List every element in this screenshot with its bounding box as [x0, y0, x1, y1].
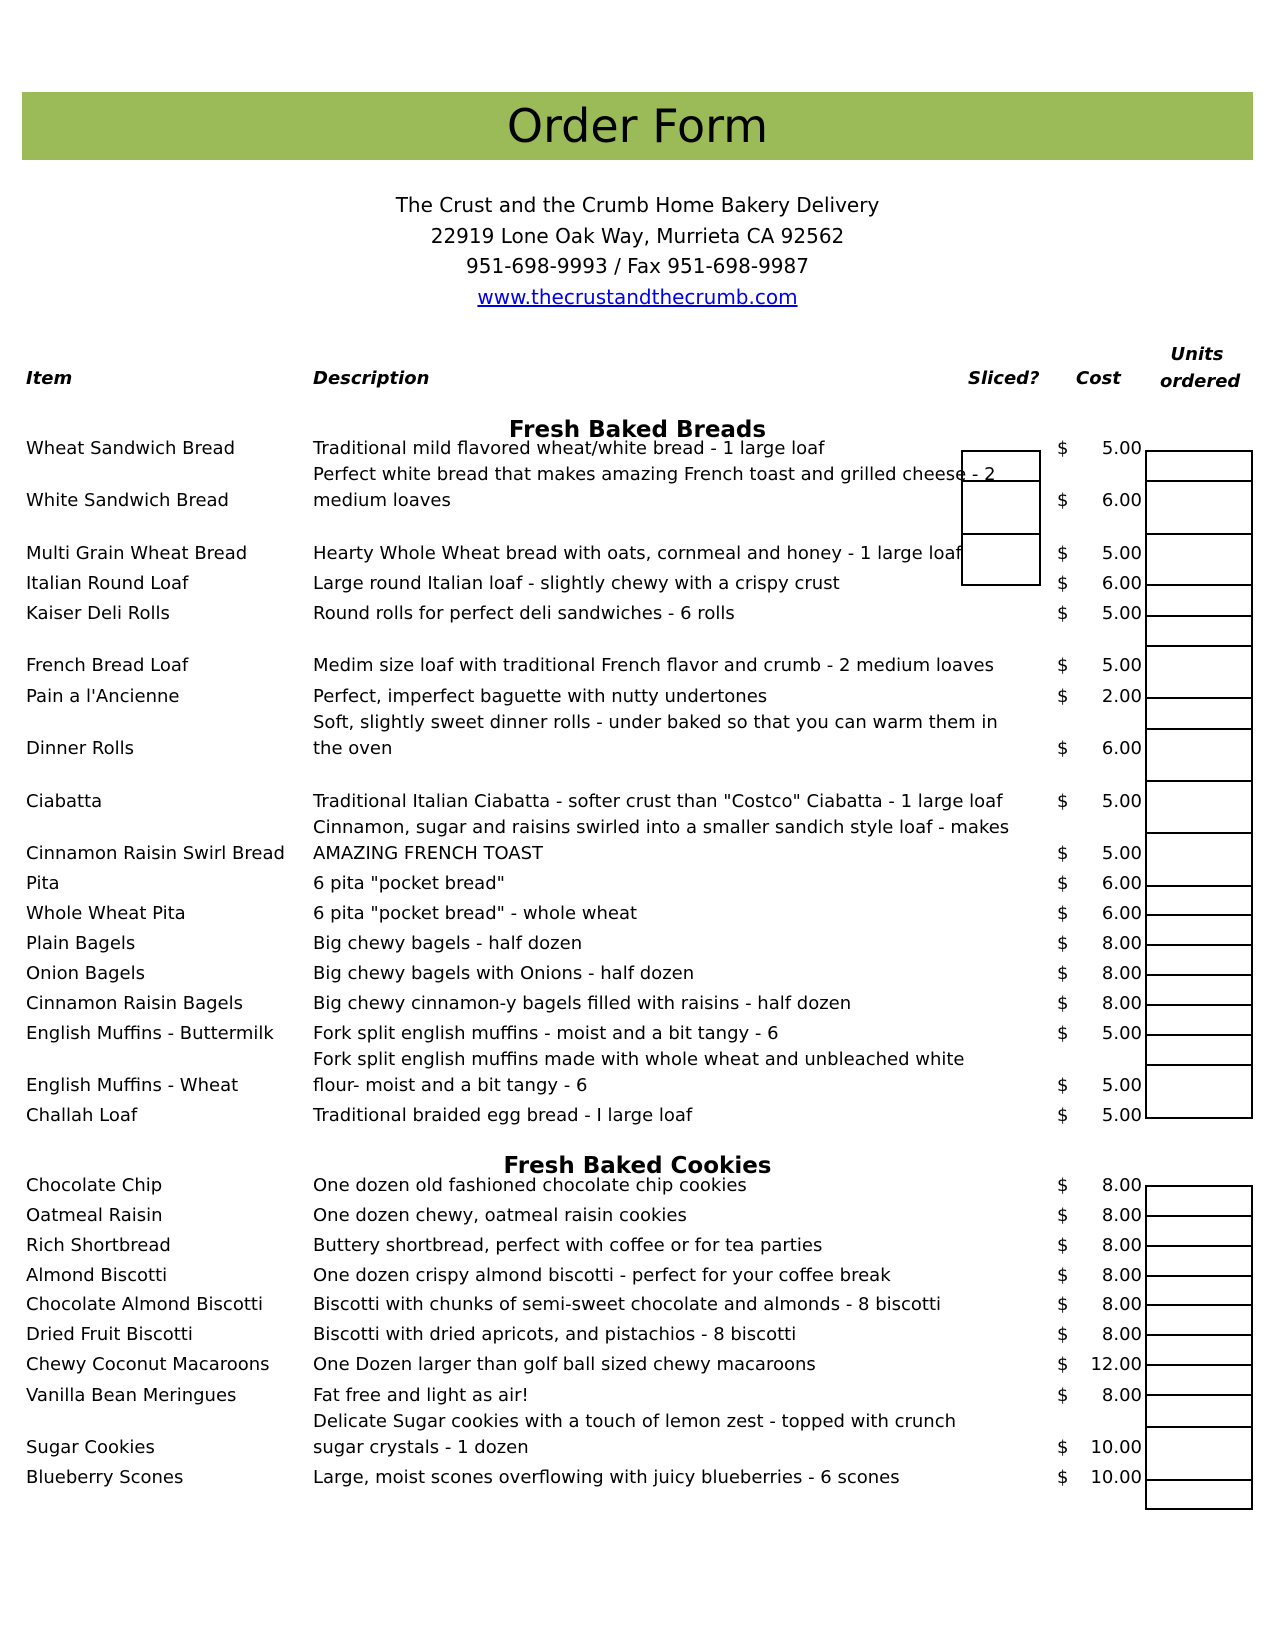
- units-ordered-input[interactable]: [1145, 533, 1253, 586]
- column-header-description: Description: [313, 368, 430, 389]
- currency-symbol: $: [1057, 1235, 1069, 1256]
- units-ordered-input[interactable]: [1145, 832, 1253, 887]
- sliced-checkbox[interactable]: [961, 480, 1041, 535]
- item-cost: 10.00: [1090, 1467, 1142, 1488]
- units-ordered-input[interactable]: [1145, 645, 1253, 699]
- column-header-units: [1160, 341, 1241, 395]
- item-description: Traditional mild flavored wheat/white bread - 1 large loaf: [313, 438, 825, 459]
- item-cost: 6.00: [1101, 573, 1142, 594]
- currency-symbol: $: [1057, 903, 1069, 924]
- item-name: English Muffins - Buttermilk: [26, 1023, 274, 1044]
- units-ordered-input[interactable]: [1145, 615, 1253, 647]
- item-name: Chewy Coconut Macaroons: [26, 1354, 270, 1375]
- item-description: Round rolls for perfect deli sandwiches - 6 rolls: [313, 603, 735, 624]
- units-ordered-input[interactable]: [1145, 1034, 1253, 1066]
- item-name: English Muffins - Wheat: [26, 1075, 239, 1096]
- item-name: Rich Shortbread: [26, 1235, 171, 1256]
- item-name: Plain Bagels: [26, 933, 136, 954]
- units-ordered-input[interactable]: [1145, 1479, 1253, 1510]
- item-name: Dinner Rolls: [26, 738, 134, 759]
- item-description: Hearty Whole Wheat bread with oats, cornmeal and honey - 1 large loaf: [313, 543, 962, 564]
- column-header-sliced: Sliced?: [968, 368, 1040, 389]
- item-description-continued: AMAZING FRENCH TOAST: [313, 843, 544, 864]
- company-address: 22919 Lone Oak Way, Murrieta CA 92562: [430, 223, 845, 248]
- currency-symbol: $: [1057, 603, 1069, 624]
- units-ordered-input[interactable]: [1145, 1215, 1253, 1247]
- units-ordered-input[interactable]: [1145, 885, 1253, 916]
- column-header-item: Item: [26, 368, 73, 389]
- item-description: One Dozen larger than golf ball sized chewy macaroons: [313, 1354, 816, 1375]
- units-ordered-input[interactable]: [1145, 1275, 1253, 1306]
- item-description: Biscotti with chunks of semi-sweet chocolate and almonds - 8 biscotti: [313, 1294, 942, 1315]
- item-cost: 5.00: [1101, 655, 1142, 676]
- item-description: Traditional braided egg bread - I large loaf: [313, 1105, 693, 1126]
- item-name: Blueberry Scones: [26, 1467, 184, 1488]
- currency-symbol: $: [1057, 655, 1069, 676]
- item-description: Biscotti with dried apricots, and pistachios - 8 biscotti: [313, 1324, 797, 1345]
- column-header-units-line1: Units: [1170, 344, 1224, 365]
- item-name: Ciabatta: [26, 791, 103, 812]
- item-description-continued: sugar crystals - 1 dozen: [313, 1437, 529, 1458]
- item-cost: 8.00: [1101, 993, 1142, 1014]
- section-heading-cookies: Fresh Baked Cookies: [503, 1153, 772, 1179]
- item-description: 6 pita "pocket bread" - whole wheat: [313, 903, 638, 924]
- units-ordered-input[interactable]: [1145, 584, 1253, 617]
- item-cost: 5.00: [1101, 1075, 1142, 1096]
- item-description: Big chewy cinnamon-y bagels filled with raisins - half dozen: [313, 993, 852, 1014]
- currency-symbol: $: [1057, 686, 1069, 707]
- units-ordered-input[interactable]: [1145, 914, 1253, 946]
- currency-symbol: $: [1057, 1437, 1069, 1458]
- item-description: Big chewy bagels with Onions - half dozen: [313, 963, 695, 984]
- item-name: Sugar Cookies: [26, 1437, 155, 1458]
- item-description: Delicate Sugar cookies with a touch of lemon zest - topped with crunch: [313, 1411, 957, 1432]
- item-description: Buttery shortbread, perfect with coffee or for tea parties: [313, 1235, 823, 1256]
- page-title: Order Form: [506, 99, 769, 153]
- item-cost: 6.00: [1101, 490, 1142, 511]
- units-ordered-input[interactable]: [1145, 1426, 1253, 1481]
- units-ordered-input[interactable]: [1145, 728, 1253, 782]
- item-name: Dried Fruit Biscotti: [26, 1324, 193, 1345]
- units-ordered-input[interactable]: [1145, 974, 1253, 1006]
- currency-symbol: $: [1057, 1023, 1069, 1044]
- currency-symbol: $: [1057, 490, 1069, 511]
- item-name: Italian Round Loaf: [26, 573, 189, 594]
- section-heading-breads: Fresh Baked Breads: [508, 417, 767, 443]
- item-description: Large, moist scones overflowing with juicy blueberries - 6 scones: [313, 1467, 900, 1488]
- currency-symbol: $: [1057, 963, 1069, 984]
- units-ordered-input[interactable]: [1145, 1185, 1253, 1217]
- item-description: Perfect white bread that makes amazing French toast and grilled cheese - 2: [313, 464, 996, 485]
- item-cost: 8.00: [1101, 933, 1142, 954]
- item-name: French Bread Loaf: [26, 655, 189, 676]
- item-cost: 8.00: [1101, 1265, 1142, 1286]
- item-description: Big chewy bagels - half dozen: [313, 933, 583, 954]
- item-cost: 5.00: [1101, 791, 1142, 812]
- item-description: One dozen crispy almond biscotti - perfect for your coffee break: [313, 1265, 891, 1286]
- currency-symbol: $: [1057, 1294, 1069, 1315]
- item-cost: 5.00: [1101, 1023, 1142, 1044]
- item-name: Pain a l'Ancienne: [26, 686, 180, 707]
- currency-symbol: $: [1057, 1324, 1069, 1345]
- item-cost: 8.00: [1101, 1324, 1142, 1345]
- currency-symbol: $: [1057, 1385, 1069, 1406]
- company-info: [0, 190, 1275, 312]
- item-cost: 6.00: [1101, 873, 1142, 894]
- title-banner: [22, 92, 1253, 160]
- column-header-units-line2: ordered: [1160, 371, 1241, 392]
- item-description: Perfect, imperfect baguette with nutty undertones: [313, 686, 768, 707]
- units-ordered-input[interactable]: [1145, 780, 1253, 834]
- item-name: Almond Biscotti: [26, 1265, 168, 1286]
- currency-symbol: $: [1057, 843, 1069, 864]
- item-description: Cinnamon, sugar and raisins swirled into a smaller sandich style loaf - makes: [313, 817, 1010, 838]
- currency-symbol: $: [1057, 438, 1069, 459]
- item-name: Chocolate Chip: [26, 1175, 163, 1196]
- item-description: Fat free and light as air!: [313, 1385, 529, 1406]
- item-description: Fork split english muffins - moist and a bit tangy - 6: [313, 1023, 779, 1044]
- item-cost: 8.00: [1101, 1385, 1142, 1406]
- item-cost: 6.00: [1101, 903, 1142, 924]
- units-ordered-input[interactable]: [1145, 944, 1253, 976]
- item-name: Kaiser Deli Rolls: [26, 603, 170, 624]
- item-cost: 8.00: [1101, 1205, 1142, 1226]
- item-cost: 5.00: [1101, 543, 1142, 564]
- item-name: Vanilla Bean Meringues: [26, 1385, 237, 1406]
- item-name: Wheat Sandwich Bread: [26, 438, 236, 459]
- item-name: Cinnamon Raisin Swirl Bread: [26, 843, 285, 864]
- units-ordered-input[interactable]: [1145, 1004, 1253, 1036]
- item-cost: 6.00: [1101, 738, 1142, 759]
- currency-symbol: $: [1057, 1175, 1069, 1196]
- item-cost: 8.00: [1101, 1175, 1142, 1196]
- units-ordered-input[interactable]: [1145, 1364, 1253, 1396]
- item-cost: 5.00: [1101, 603, 1142, 624]
- item-description-continued: the oven: [313, 738, 393, 759]
- item-name: Pita: [26, 873, 60, 894]
- currency-symbol: $: [1057, 933, 1069, 954]
- item-cost: 5.00: [1101, 1105, 1142, 1126]
- company-name: The Crust and the Crumb Home Bakery Delivery: [395, 193, 880, 217]
- item-description: Fork split english muffins made with whole wheat and unbleached white: [313, 1049, 965, 1070]
- item-name: Multi Grain Wheat Bread: [26, 543, 248, 564]
- item-description: One dozen old fashioned chocolate chip cookies: [313, 1175, 747, 1196]
- currency-symbol: $: [1057, 1265, 1069, 1286]
- item-cost: 8.00: [1101, 1235, 1142, 1256]
- item-name: Challah Loaf: [26, 1105, 138, 1126]
- item-description-continued: flour- moist and a bit tangy - 6: [313, 1075, 588, 1096]
- item-cost: 8.00: [1101, 1294, 1142, 1315]
- currency-symbol: $: [1057, 1467, 1069, 1488]
- item-cost: 12.00: [1090, 1354, 1142, 1375]
- item-name: Chocolate Almond Biscotti: [26, 1294, 263, 1315]
- item-description: Traditional Italian Ciabatta - softer crust than "Costco" Ciabatta - 1 large loaf: [313, 791, 1003, 812]
- item-description: 6 pita "pocket bread": [313, 873, 505, 894]
- units-ordered-input[interactable]: [1145, 1394, 1253, 1428]
- item-description: Large round Italian loaf - slightly chewy with a crispy crust: [313, 573, 840, 594]
- currency-symbol: $: [1057, 1205, 1069, 1226]
- currency-symbol: $: [1057, 993, 1069, 1014]
- units-ordered-input[interactable]: [1145, 697, 1253, 730]
- item-name: Cinnamon Raisin Bagels: [26, 993, 244, 1014]
- item-description: Soft, slightly sweet dinner rolls - under baked so that you can warm them in: [313, 712, 998, 733]
- item-cost: 5.00: [1101, 438, 1142, 459]
- units-ordered-input[interactable]: [1145, 1334, 1253, 1366]
- column-header-cost: Cost: [1076, 368, 1121, 389]
- company-phone: 951-698-9993 / Fax 951-698-9987: [466, 254, 809, 278]
- item-name: Oatmeal Raisin: [26, 1205, 163, 1226]
- item-name: Whole Wheat Pita: [26, 903, 186, 924]
- item-cost: 8.00: [1101, 963, 1142, 984]
- sliced-checkbox[interactable]: [961, 533, 1041, 586]
- currency-symbol: $: [1057, 1105, 1069, 1126]
- item-description: Medim size loaf with traditional French flavor and crumb - 2 medium loaves: [313, 655, 994, 676]
- item-cost: 5.00: [1101, 843, 1142, 864]
- item-description: One dozen chewy, oatmeal raisin cookies: [313, 1205, 687, 1226]
- units-ordered-input[interactable]: [1145, 480, 1253, 535]
- item-name: White Sandwich Bread: [26, 490, 229, 511]
- units-ordered-input[interactable]: [1145, 1064, 1253, 1119]
- currency-symbol: $: [1057, 791, 1069, 812]
- item-description-continued: medium loaves: [313, 490, 451, 511]
- website-link[interactable]: www.thecrustandthecrumb.com: [477, 284, 798, 309]
- units-ordered-input[interactable]: [1145, 1304, 1253, 1336]
- units-ordered-input[interactable]: [1145, 1245, 1253, 1277]
- item-name: Onion Bagels: [26, 963, 145, 984]
- currency-symbol: $: [1057, 873, 1069, 894]
- item-cost: 10.00: [1090, 1437, 1142, 1458]
- currency-symbol: $: [1057, 1354, 1069, 1375]
- item-cost: 2.00: [1101, 686, 1142, 707]
- units-ordered-input[interactable]: [1145, 450, 1253, 482]
- currency-symbol: $: [1057, 738, 1069, 759]
- currency-symbol: $: [1057, 573, 1069, 594]
- currency-symbol: $: [1057, 543, 1069, 564]
- currency-symbol: $: [1057, 1075, 1069, 1096]
